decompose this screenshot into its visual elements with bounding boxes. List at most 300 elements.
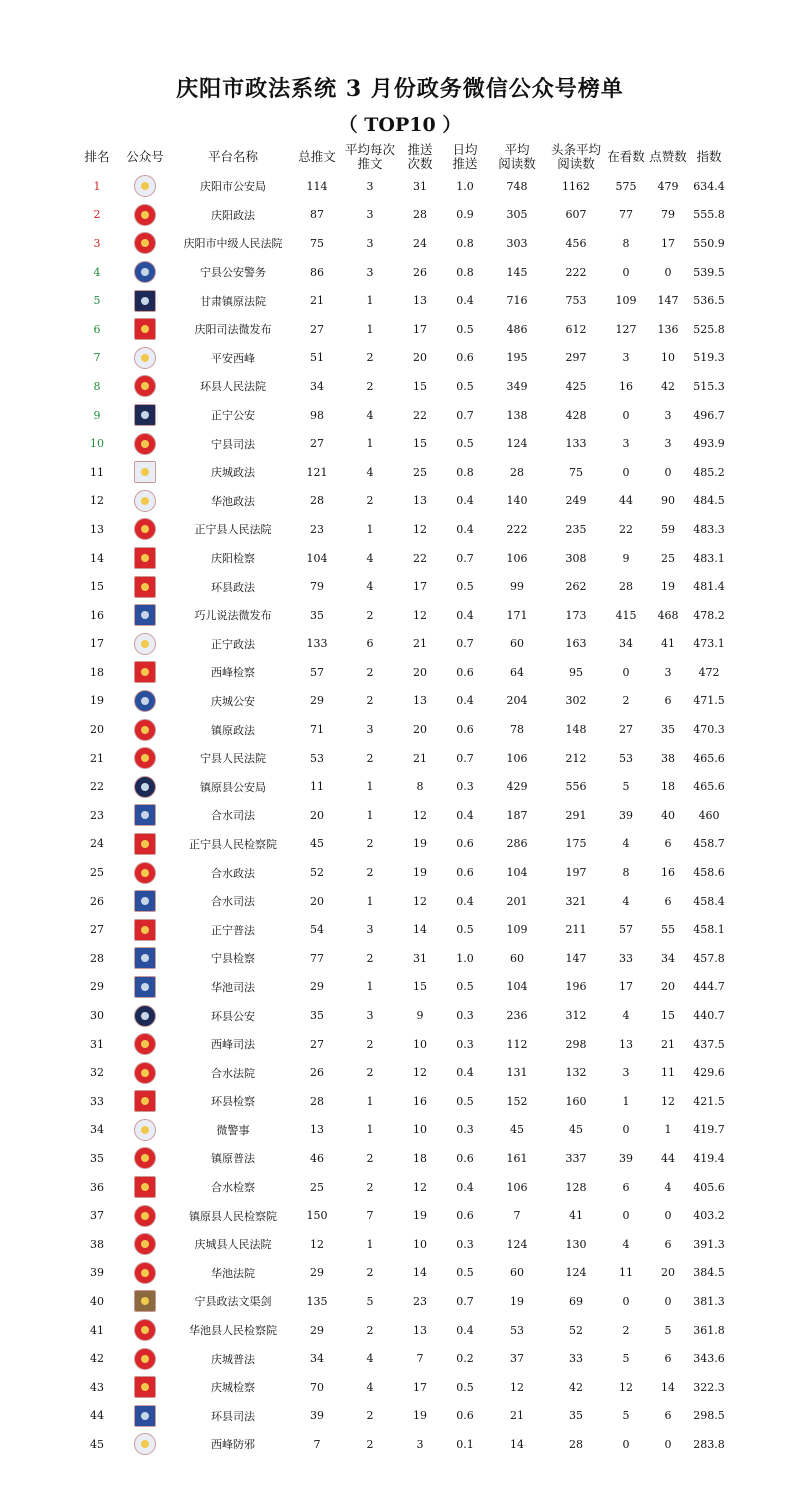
table-row <box>78 1373 728 1402</box>
likes-cell: 20 <box>661 980 675 994</box>
index-cell: 384.5 <box>693 1266 725 1280</box>
head-read-cell: 75 <box>569 465 583 479</box>
posts-cell: 13 <box>310 1123 324 1137</box>
rank-cell: 5 <box>93 294 101 308</box>
table-row <box>78 487 728 516</box>
rank-cell: 37 <box>90 1209 104 1223</box>
rank-cell: 34 <box>90 1123 104 1137</box>
account-logo-icon <box>134 1290 156 1312</box>
pushes-cell: 25 <box>413 465 427 479</box>
avg-read-cell: 7 <box>513 1209 521 1223</box>
rank-cell: 11 <box>90 465 104 479</box>
head-read-cell: 196 <box>565 980 587 994</box>
avg-per-push-cell: 2 <box>366 837 374 851</box>
avg-per-push-cell: 1 <box>366 1094 374 1108</box>
daily-push-cell: 0.3 <box>456 1123 474 1137</box>
rank-cell: 41 <box>90 1323 104 1337</box>
avg-per-push-cell: 2 <box>366 1151 374 1165</box>
watching-cell: 415 <box>615 608 637 622</box>
avg-per-push-cell: 2 <box>366 694 374 708</box>
index-cell: 484.5 <box>693 494 725 508</box>
pushes-cell: 19 <box>413 837 427 851</box>
table-row <box>78 1259 728 1288</box>
rank-cell: 13 <box>90 522 104 536</box>
table-row <box>78 687 728 716</box>
daily-push-cell: 0.6 <box>456 1409 474 1423</box>
avg-per-push-cell: 6 <box>366 637 374 651</box>
account-logo-icon <box>134 547 156 569</box>
account-name-cell: 庆城县人民法院 <box>194 1238 272 1252</box>
logo-cell <box>116 572 174 601</box>
logo-cell <box>116 315 174 344</box>
index-cell: 550.9 <box>693 236 725 250</box>
avg-per-push-cell: 3 <box>366 236 374 250</box>
avg-per-push-cell: 3 <box>366 208 374 222</box>
posts-cell: 29 <box>310 1323 324 1337</box>
posts-cell: 35 <box>310 608 324 622</box>
logo-cell <box>116 801 174 830</box>
watching-cell: 3 <box>622 437 630 451</box>
table-row <box>78 429 728 458</box>
avg-per-push-cell: 4 <box>366 465 374 479</box>
account-logo-icon <box>134 919 156 941</box>
index-cell: 525.8 <box>693 322 725 336</box>
rank-cell: 24 <box>90 837 104 851</box>
account-name-cell: 合水司法 <box>211 895 255 909</box>
logo-cell <box>116 772 174 801</box>
head-read-cell: 612 <box>565 322 587 336</box>
posts-cell: 20 <box>310 894 324 908</box>
avg-read-cell: 109 <box>506 923 528 937</box>
watching-cell: 39 <box>619 808 633 822</box>
index-cell: 458.4 <box>693 894 725 908</box>
account-name-cell: 甘肃镇原法院 <box>200 294 266 308</box>
account-name-cell: 庆阳市中级人民法院 <box>183 237 283 251</box>
rank-cell: 22 <box>90 780 104 794</box>
watching-cell: 4 <box>622 1237 630 1251</box>
header-daily <box>442 142 488 172</box>
logo-cell <box>116 401 174 430</box>
daily-push-cell: 0.4 <box>456 808 474 822</box>
rank-cell: 12 <box>90 494 104 508</box>
account-name-cell: 庆城政法 <box>211 466 255 480</box>
rank-cell: 14 <box>90 551 104 565</box>
likes-cell: 15 <box>661 1009 675 1023</box>
watching-cell: 11 <box>619 1266 633 1280</box>
index-cell: 444.7 <box>693 980 725 994</box>
posts-cell: 98 <box>310 408 324 422</box>
avg-read-cell: 195 <box>506 351 528 365</box>
likes-cell: 21 <box>661 1037 675 1051</box>
head-read-cell: 130 <box>565 1237 587 1251</box>
posts-cell: 11 <box>310 780 324 794</box>
watching-cell: 22 <box>619 522 633 536</box>
account-name-cell: 西峰防邪 <box>211 1438 255 1452</box>
watching-cell: 8 <box>622 236 630 250</box>
posts-cell: 23 <box>310 522 324 536</box>
rank-cell: 38 <box>90 1237 104 1251</box>
daily-push-cell: 0.3 <box>456 1237 474 1251</box>
likes-cell: 10 <box>661 351 675 365</box>
avg-read-cell: 104 <box>506 866 528 880</box>
rank-cell: 29 <box>90 980 104 994</box>
account-name-cell: 宁县公安警务 <box>200 266 266 280</box>
likes-cell: 79 <box>661 208 675 222</box>
rank-cell: 2 <box>93 208 101 222</box>
avg-per-push-cell: 4 <box>366 551 374 565</box>
likes-cell: 12 <box>661 1094 675 1108</box>
pushes-cell: 17 <box>413 1380 427 1394</box>
account-name-cell: 庆阳司法微发布 <box>194 323 272 337</box>
logo-cell <box>116 858 174 887</box>
avg-read-cell: 429 <box>506 780 528 794</box>
header-rank: 排名 <box>84 149 110 164</box>
pushes-cell: 19 <box>413 866 427 880</box>
watching-cell: 12 <box>619 1380 633 1394</box>
likes-cell: 3 <box>664 665 672 679</box>
avg-per-push-cell: 1 <box>366 980 374 994</box>
table-row <box>78 1087 728 1116</box>
account-name-cell: 华池县人民检察院 <box>189 1324 277 1338</box>
account-logo-icon <box>134 776 156 798</box>
daily-push-cell: 0.5 <box>456 379 474 393</box>
head-read-cell: 321 <box>565 894 587 908</box>
logo-cell <box>116 229 174 258</box>
header-avg-line1: 平均每次 <box>344 142 395 157</box>
watching-cell: 0 <box>622 1209 630 1223</box>
index-cell: 515.3 <box>693 379 725 393</box>
posts-cell: 104 <box>306 551 328 565</box>
pushes-cell: 19 <box>413 1209 427 1223</box>
header-name: 平台名称 <box>207 149 258 164</box>
pushes-cell: 19 <box>413 1409 427 1423</box>
watching-cell: 0 <box>622 665 630 679</box>
watching-cell: 1 <box>622 1094 630 1108</box>
account-name-cell: 正宁普法 <box>211 923 255 937</box>
avg-per-push-cell: 2 <box>366 751 374 765</box>
logo-cell <box>116 1116 174 1145</box>
watching-cell: 34 <box>619 637 633 651</box>
pushes-cell: 20 <box>413 665 427 679</box>
logo-cell <box>116 1144 174 1173</box>
index-cell: 322.3 <box>693 1380 725 1394</box>
avg-read-cell: 349 <box>506 379 528 393</box>
likes-cell: 6 <box>664 894 672 908</box>
logo-cell <box>116 1230 174 1259</box>
avg-read-cell: 12 <box>510 1380 524 1394</box>
pushes-cell: 26 <box>413 265 427 279</box>
watching-cell: 5 <box>622 780 630 794</box>
posts-cell: 133 <box>306 637 328 651</box>
table-row <box>78 715 728 744</box>
likes-cell: 468 <box>657 608 679 622</box>
avg-per-push-cell: 1 <box>366 1123 374 1137</box>
rank-cell: 33 <box>90 1094 104 1108</box>
table-row <box>78 258 728 287</box>
index-cell: 483.1 <box>693 551 725 565</box>
avg-per-push-cell: 2 <box>366 1180 374 1194</box>
likes-cell: 17 <box>661 236 675 250</box>
rank-cell: 36 <box>90 1180 104 1194</box>
table-row <box>78 1287 728 1316</box>
avg-read-cell: 124 <box>506 1237 528 1251</box>
avg-per-push-cell: 2 <box>366 351 374 365</box>
likes-cell: 479 <box>657 179 679 193</box>
posts-cell: 71 <box>310 723 324 737</box>
daily-push-cell: 0.6 <box>456 665 474 679</box>
account-name-cell: 微警事 <box>216 1123 250 1137</box>
daily-push-cell: 0.7 <box>456 751 474 765</box>
watching-cell: 5 <box>622 1409 630 1423</box>
avg-read-cell: 131 <box>506 1066 528 1080</box>
watching-cell: 33 <box>619 951 633 965</box>
watching-cell: 575 <box>615 179 637 193</box>
index-cell: 470.3 <box>693 723 725 737</box>
index-cell: 465.6 <box>693 751 725 765</box>
posts-cell: 54 <box>310 923 324 937</box>
avg-read-cell: 112 <box>506 1037 528 1051</box>
avg-per-push-cell: 2 <box>366 1323 374 1337</box>
index-cell: 493.9 <box>693 437 725 451</box>
pushes-cell: 17 <box>413 580 427 594</box>
table-row <box>78 572 728 601</box>
daily-push-cell: 0.9 <box>456 208 474 222</box>
avg-read-cell: 37 <box>510 1352 524 1366</box>
head-read-cell: 35 <box>569 1409 583 1423</box>
logo-cell <box>116 1287 174 1316</box>
logo-cell <box>116 1173 174 1202</box>
daily-push-cell: 1.0 <box>456 951 474 965</box>
watching-cell: 2 <box>622 694 630 708</box>
rank-cell: 20 <box>90 723 104 737</box>
watching-cell: 28 <box>619 580 633 594</box>
likes-cell: 20 <box>661 1266 675 1280</box>
head-read-cell: 69 <box>569 1294 583 1308</box>
avg-per-push-cell: 4 <box>366 580 374 594</box>
account-logo-icon <box>134 747 156 769</box>
daily-push-cell: 0.4 <box>456 694 474 708</box>
pushes-cell: 31 <box>413 951 427 965</box>
posts-cell: 79 <box>310 580 324 594</box>
rank-cell: 18 <box>90 665 104 679</box>
pushes-cell: 7 <box>416 1352 424 1366</box>
account-name-cell: 镇原县公安局 <box>200 780 266 794</box>
avg-per-push-cell: 2 <box>366 951 374 965</box>
avg-per-push-cell: 2 <box>366 1066 374 1080</box>
likes-cell: 38 <box>661 751 675 765</box>
table-row <box>78 1058 728 1087</box>
logo-cell <box>116 487 174 516</box>
pushes-cell: 12 <box>413 894 427 908</box>
account-name-cell: 合水司法 <box>211 809 255 823</box>
table-row <box>78 1116 728 1145</box>
daily-push-cell: 0.5 <box>456 322 474 336</box>
likes-cell: 6 <box>664 837 672 851</box>
daily-push-cell: 0.3 <box>456 1037 474 1051</box>
likes-cell: 6 <box>664 694 672 708</box>
watching-cell: 4 <box>622 837 630 851</box>
account-logo-icon <box>134 1348 156 1370</box>
table-row <box>78 1201 728 1230</box>
avg-per-push-cell: 2 <box>366 665 374 679</box>
daily-push-cell: 0.4 <box>456 522 474 536</box>
table-row <box>78 544 728 573</box>
rank-cell: 31 <box>90 1037 104 1051</box>
watching-cell: 0 <box>622 265 630 279</box>
logo-cell <box>116 1316 174 1345</box>
account-logo-icon <box>134 604 156 626</box>
account-logo-icon <box>134 1262 156 1284</box>
index-cell: 361.8 <box>693 1323 725 1337</box>
likes-cell: 55 <box>661 923 675 937</box>
posts-cell: 114 <box>306 179 328 193</box>
watching-cell: 13 <box>619 1037 633 1051</box>
logo-cell <box>116 1201 174 1230</box>
account-name-cell: 华池司法 <box>211 980 255 994</box>
logo-cell <box>116 744 174 773</box>
daily-push-cell: 0.6 <box>456 1151 474 1165</box>
head-read-cell: 133 <box>565 437 587 451</box>
pushes-cell: 3 <box>416 1437 424 1451</box>
head-read-cell: 337 <box>565 1151 587 1165</box>
avg-read-cell: 106 <box>506 751 528 765</box>
avg-read-cell: 204 <box>506 694 528 708</box>
avg-per-push-cell: 2 <box>366 1437 374 1451</box>
index-cell: 465.6 <box>693 780 725 794</box>
account-name-cell: 正宁政法 <box>211 637 255 651</box>
pushes-cell: 13 <box>413 494 427 508</box>
ranking-table <box>78 142 728 1459</box>
daily-push-cell: 0.6 <box>456 866 474 880</box>
account-name-cell: 环县人民法院 <box>200 380 266 394</box>
watching-cell: 4 <box>622 1009 630 1023</box>
index-cell: 536.5 <box>693 294 725 308</box>
table-row <box>78 1402 728 1431</box>
pushes-cell: 22 <box>413 408 427 422</box>
rank-cell: 10 <box>90 437 104 451</box>
logo-cell <box>116 887 174 916</box>
index-cell: 458.1 <box>693 923 725 937</box>
account-name-cell: 宁县政法文渠剑 <box>194 1295 272 1309</box>
avg-read-cell: 145 <box>506 265 528 279</box>
rank-cell: 7 <box>93 351 101 365</box>
posts-cell: 27 <box>310 437 324 451</box>
avg-read-cell: 21 <box>510 1409 524 1423</box>
avg-read-cell: 19 <box>510 1294 524 1308</box>
pushes-cell: 31 <box>413 179 427 193</box>
avg-per-push-cell: 2 <box>366 1266 374 1280</box>
account-logo-icon <box>134 1433 156 1455</box>
rank-cell: 1 <box>93 179 101 193</box>
logo-cell <box>116 286 174 315</box>
account-logo-icon <box>134 1005 156 1027</box>
posts-cell: 45 <box>310 837 324 851</box>
logo-cell <box>116 1344 174 1373</box>
head-read-cell: 456 <box>565 236 587 250</box>
pushes-cell: 24 <box>413 236 427 250</box>
table-row <box>78 401 728 430</box>
posts-cell: 51 <box>310 351 324 365</box>
account-name-cell: 华池法院 <box>211 1266 255 1280</box>
rank-cell: 6 <box>93 322 101 336</box>
index-cell: 283.8 <box>693 1437 725 1451</box>
avg-per-push-cell: 1 <box>366 1237 374 1251</box>
watching-cell: 3 <box>622 351 630 365</box>
daily-push-cell: 0.1 <box>456 1437 474 1451</box>
logo-cell <box>116 1430 174 1459</box>
daily-push-cell: 0.7 <box>456 637 474 651</box>
page-subtitle: （ TOP10 ） <box>338 114 462 136</box>
daily-push-cell: 0.7 <box>456 1294 474 1308</box>
avg-read-cell: 222 <box>506 522 528 536</box>
index-cell: 555.8 <box>693 208 725 222</box>
head-read-cell: 262 <box>565 580 587 594</box>
ranking-table-body <box>78 172 728 1459</box>
table-row <box>78 830 728 859</box>
account-logo-icon <box>134 375 156 397</box>
account-logo-icon <box>134 433 156 455</box>
logo-cell <box>116 1058 174 1087</box>
account-logo-icon <box>134 976 156 998</box>
watching-cell: 127 <box>615 322 637 336</box>
posts-cell: 28 <box>310 1094 324 1108</box>
account-name-cell: 正宁公安 <box>211 409 255 423</box>
avg-per-push-cell: 1 <box>366 780 374 794</box>
avg-per-push-cell: 1 <box>366 437 374 451</box>
head-read-cell: 148 <box>565 723 587 737</box>
pushes-cell: 13 <box>413 694 427 708</box>
account-name-cell: 镇原普法 <box>211 1152 255 1166</box>
logo-cell <box>116 429 174 458</box>
avg-read-cell: 28 <box>510 465 524 479</box>
account-logo-icon <box>134 1205 156 1227</box>
watching-cell: 4 <box>622 894 630 908</box>
table-row <box>78 1001 728 1030</box>
header-daily-line2: 推送 <box>452 156 478 171</box>
account-logo-icon <box>134 661 156 683</box>
rank-cell: 30 <box>90 1009 104 1023</box>
likes-cell: 44 <box>661 1151 675 1165</box>
avg-read-cell: 60 <box>510 951 524 965</box>
avg-read-cell: 303 <box>506 236 528 250</box>
account-name-cell: 环县司法 <box>211 1409 255 1423</box>
account-logo-icon <box>134 690 156 712</box>
index-cell: 343.6 <box>693 1352 725 1366</box>
account-name-cell: 环县公安 <box>211 1009 255 1023</box>
account-logo-icon <box>134 947 156 969</box>
avg-per-push-cell: 4 <box>366 1380 374 1394</box>
avg-read-cell: 201 <box>506 894 528 908</box>
posts-cell: 34 <box>310 1352 324 1366</box>
head-read-cell: 607 <box>565 208 587 222</box>
account-name-cell: 宁县司法 <box>211 437 255 451</box>
table-row <box>78 458 728 487</box>
rank-cell: 40 <box>90 1294 104 1308</box>
table-row <box>78 601 728 630</box>
account-name-cell: 庆城公安 <box>211 694 255 708</box>
pushes-cell: 15 <box>413 437 427 451</box>
watching-cell: 17 <box>619 980 633 994</box>
table-row <box>78 315 728 344</box>
rank-cell: 16 <box>90 608 104 622</box>
pushes-cell: 17 <box>413 322 427 336</box>
likes-cell: 25 <box>661 551 675 565</box>
table-row <box>78 772 728 801</box>
account-logo-icon <box>134 1119 156 1141</box>
posts-cell: 46 <box>310 1151 324 1165</box>
watching-cell: 5 <box>622 1352 630 1366</box>
pushes-cell: 8 <box>416 780 424 794</box>
